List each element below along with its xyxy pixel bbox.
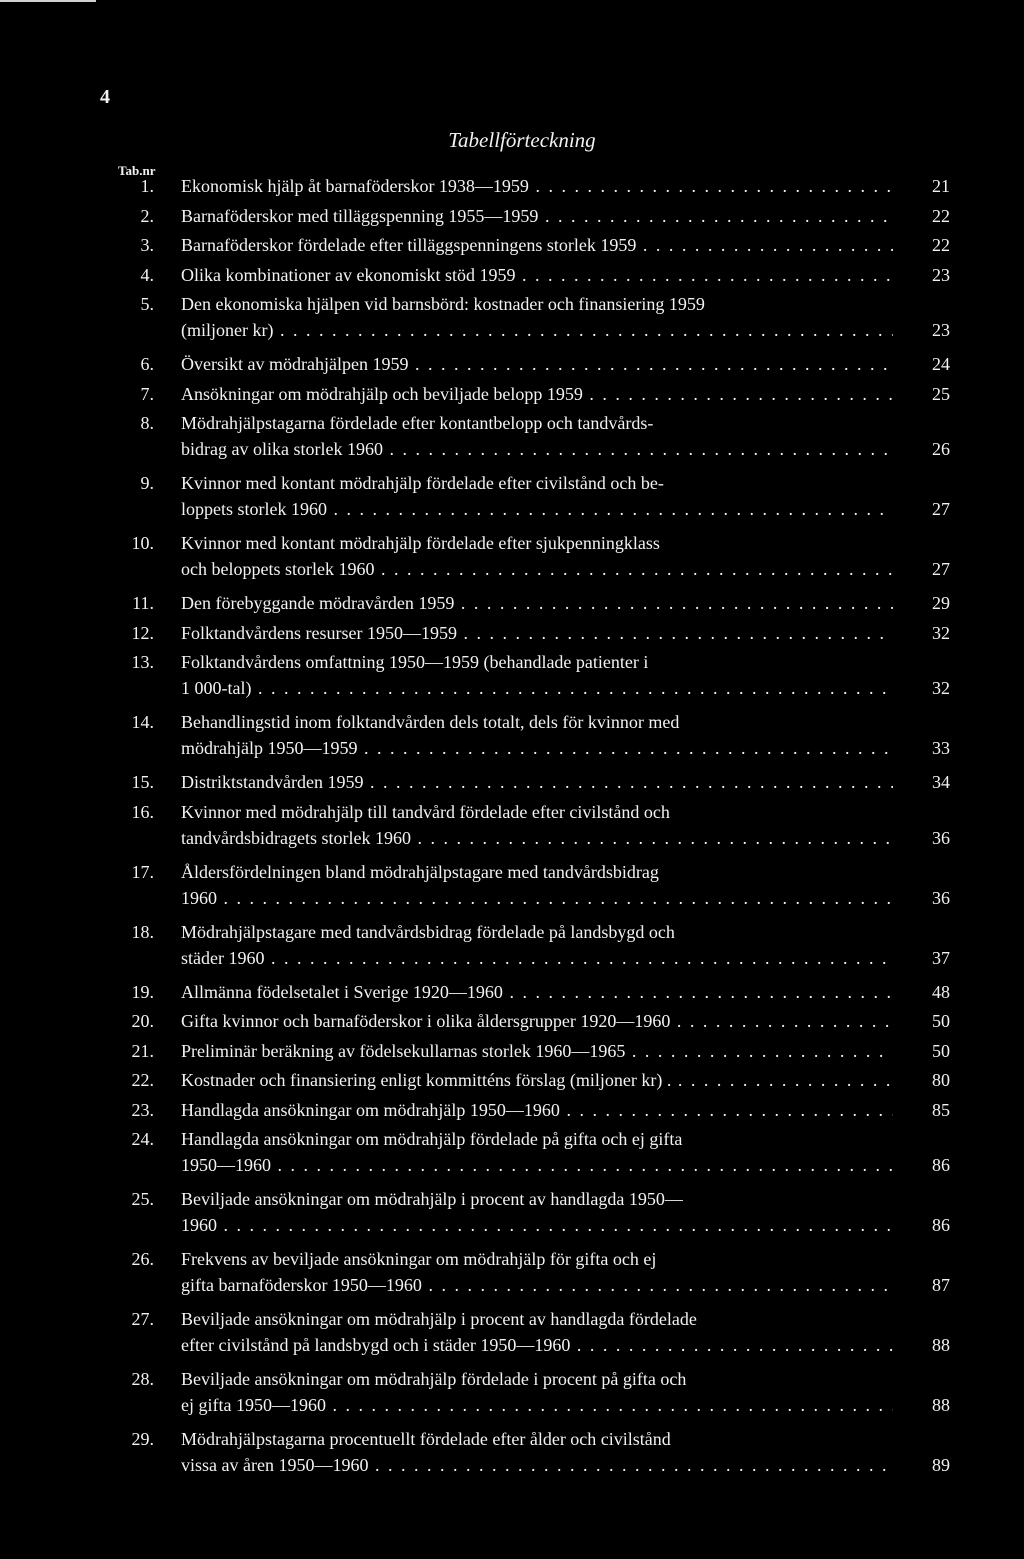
toc-entry-number: 22. — [131, 1070, 154, 1090]
toc-entry-title-line: loppets storlek 1960 . . . — [181, 499, 893, 520]
toc-entry — [0, 623, 1024, 653]
toc-entry-title-line: bidrag av olika storlek 1960 . . . — [181, 439, 893, 460]
toc-entry-page: 88 — [932, 1395, 950, 1415]
toc-entry-title-line: Översikt av mödrahjälpen 1959 . . . — [181, 354, 893, 375]
toc-entry-number: 14. — [131, 712, 154, 732]
toc-entry — [0, 1011, 1024, 1041]
toc-entry — [0, 712, 1024, 772]
toc-entry — [0, 1041, 1024, 1071]
toc-entry-number: 7. — [140, 383, 154, 404]
toc-entry-title-line: Olika kombinationer av ekonomiskt stöd 1959 . . . — [181, 265, 893, 286]
toc-entry-number: 12. — [131, 622, 154, 643]
toc-entry — [0, 922, 1024, 982]
toc-entry-number: 16. — [131, 801, 154, 822]
toc-entry-number: 29. — [131, 1429, 154, 1449]
toc-entry — [0, 1100, 1024, 1130]
toc-entry-title-line: Mödrahjälpstagarna fördelade efter kontantbelopp och tandvårds- — [181, 413, 654, 433]
toc-entry-page: 86 — [932, 1155, 950, 1175]
toc-entry-number: 11. — [132, 593, 154, 613]
toc-entry — [0, 354, 1024, 384]
toc-entry — [0, 1249, 1024, 1309]
toc-entry-title-line: Folktandvårdens omfattning 1950—1959 (behandlade patienter i — [181, 652, 649, 672]
toc-entry-page: 23 — [932, 320, 950, 340]
toc-entry-number: 13. — [131, 652, 154, 672]
toc-entry-title-line: 1960 . . . — [181, 888, 893, 909]
toc-entry — [0, 1189, 1024, 1249]
toc-entry — [0, 1309, 1024, 1369]
toc-entry-title-line: Den förebyggande mödravården 1959 . . . — [181, 593, 893, 614]
toc-entry — [0, 294, 1024, 354]
toc-entry — [0, 413, 1024, 473]
toc-entry-number: 17. — [131, 861, 154, 882]
toc-entry-title-line: städer 1960 . . . — [181, 948, 893, 969]
toc-entry-title-line: Folktandvårdens resurser 1950—1959 . . . — [181, 623, 893, 644]
toc-entry-number: 26. — [131, 1249, 154, 1269]
toc-entry-number: 25. — [131, 1189, 154, 1209]
toc-entry-number: 4. — [140, 264, 154, 285]
toc-entry-title-line: Barnaföderskor med tilläggspenning 1955—1959 . . . — [181, 206, 893, 227]
toc-entry — [0, 862, 1024, 922]
toc-entry-title-line: Åldersfördelningen bland mödrahjälpstagare med tandvårdsbidrag — [181, 861, 659, 882]
toc-entry-number: 18. — [131, 921, 154, 942]
toc-entry-title-line: Frekvens av beviljade ansökningar om mödrahjälp för gifta och ej — [181, 1249, 657, 1269]
toc-entry-title-line: Mödrahjälpstagare med tandvårdsbidrag fördelade på landsbygd och — [181, 921, 675, 942]
toc-entry-number: 28. — [131, 1369, 154, 1389]
column-label-tabnr: Tab.nr — [118, 163, 156, 178]
toc-entry — [0, 1070, 1024, 1100]
toc-entry-page: 36 — [932, 827, 950, 848]
toc-entry-number: 2. — [140, 205, 154, 226]
toc-entry-page: 24 — [932, 354, 950, 374]
toc-entry-title-line: Beviljade ansökningar om mödrahjälp i procent av handlagda fördelade — [181, 1309, 697, 1329]
toc-entry-page: 80 — [932, 1070, 950, 1090]
toc-entry-number: 10. — [131, 533, 154, 553]
toc-entry-number: 24. — [131, 1129, 154, 1149]
toc-entry-title-line: Barnaföderskor fördelade efter tilläggspenningens storlek 1959 . . . — [181, 235, 893, 256]
page-title: Tabellförteckning — [448, 128, 596, 152]
toc-entry — [0, 1129, 1024, 1189]
toc-entry — [0, 982, 1024, 1012]
top-rule — [0, 0, 96, 2]
toc-entry — [0, 176, 1024, 206]
toc-entry-page: 27 — [932, 499, 950, 519]
toc-entry — [0, 1369, 1024, 1429]
toc-entry-title-line: Beviljade ansökningar om mödrahjälp fördelade i procent på gifta och — [181, 1369, 687, 1389]
page-number: 4 — [100, 86, 110, 108]
toc-entry-title-line: Kostnader och finansiering enligt kommitténs förslag (miljoner kr) . . . . — [181, 1070, 893, 1091]
toc-entry-title-line: Preliminär beräkning av födelsekullarnas storlek 1960—1965 . . . — [181, 1041, 893, 1062]
toc-entry-title-line: 1960 . . . — [181, 1215, 893, 1236]
toc-entry-title-line: vissa av åren 1950—1960 . . . — [181, 1455, 893, 1476]
toc-entry-title-line: Behandlingstid inom folktandvården dels totalt, dels för kvinnor med — [181, 712, 680, 732]
toc-entry-title-line: (miljoner kr) . . . — [181, 320, 893, 341]
toc-entry-page: 32 — [932, 622, 950, 643]
toc-entry-title-line: 1950—1960 . . . — [181, 1155, 893, 1176]
toc-entry-page: 85 — [932, 1099, 950, 1120]
toc-entry-page: 36 — [932, 887, 950, 908]
toc-entry-title-line: 1 000-tal) . . . — [181, 678, 893, 699]
toc-entry-page: 22 — [932, 205, 950, 226]
toc-entry-title-line: efter civilstånd på landsbygd och i städer 1950—1960 . . . — [181, 1335, 893, 1356]
toc-entry-number: 19. — [131, 981, 154, 1002]
toc-entry-page: 34 — [932, 772, 950, 792]
toc-entry — [0, 235, 1024, 265]
toc-entry-title-line: Kvinnor med mödrahjälp till tandvård fördelade efter civilstånd och — [181, 801, 670, 822]
toc-entry — [0, 772, 1024, 802]
toc-entry-title-line: tandvårdsbidragets storlek 1960 . . . — [181, 828, 893, 849]
toc-entry-number: 6. — [140, 354, 154, 374]
toc-entry-number: 21. — [131, 1040, 154, 1061]
toc-entry — [0, 384, 1024, 414]
toc-entry-page: 50 — [932, 1040, 950, 1061]
toc-entry — [0, 802, 1024, 862]
toc-entry-title-line: Handlagda ansökningar om mödrahjälp 1950—1960 . . . — [181, 1100, 893, 1121]
toc-entry-title-line: och beloppets storlek 1960 . . . — [181, 559, 893, 580]
table-of-contents — [0, 176, 1024, 1489]
toc-entry-number: 27. — [131, 1309, 154, 1329]
toc-entry-page: 22 — [932, 235, 950, 255]
toc-entry-title-line: Gifta kvinnor och barnaföderskor i olika åldersgrupper 1920—1960 . . . — [181, 1011, 893, 1032]
toc-entry-title-line: Beviljade ansökningar om mödrahjälp i procent av handlagda 1950— — [181, 1189, 683, 1209]
toc-entry — [0, 265, 1024, 295]
toc-entry — [0, 652, 1024, 712]
toc-entry-number: 20. — [131, 1011, 154, 1031]
toc-entry-page: 33 — [932, 738, 950, 758]
toc-entry-title-line: Kvinnor med kontant mödrahjälp fördelade efter civilstånd och be- — [181, 473, 664, 493]
toc-entry-title-line: gifta barnaföderskor 1950—1960 . . . — [181, 1275, 893, 1296]
toc-entry-title-line: mödrahjälp 1950—1959 . . . — [181, 738, 893, 759]
toc-entry — [0, 593, 1024, 623]
toc-entry-page: 32 — [932, 678, 950, 698]
toc-entry-page: 87 — [932, 1275, 950, 1295]
toc-entry-number: 3. — [140, 235, 154, 255]
toc-entry-number: 9. — [140, 473, 154, 493]
toc-entry-page: 48 — [932, 981, 950, 1002]
toc-entry-number: 8. — [140, 413, 154, 433]
toc-entry-page: 29 — [932, 593, 950, 613]
toc-entry-title-line: Allmänna födelsetalet i Sverige 1920—1960 . . . — [181, 982, 893, 1003]
toc-entry-page: 89 — [932, 1455, 950, 1475]
toc-entry-title-line: Distriktstandvården 1959 . . . — [181, 772, 893, 793]
toc-entry-title-line: Handlagda ansökningar om mödrahjälp fördelade på gifta och ej gifta — [181, 1129, 683, 1149]
toc-entry-page: 86 — [932, 1215, 950, 1235]
toc-entry-title-line: Kvinnor med kontant mödrahjälp fördelade efter sjukpenningklass — [181, 533, 660, 553]
toc-entry-page: 21 — [932, 176, 950, 196]
toc-entry-title-line: Ansökningar om mödrahjälp och beviljade belopp 1959 . . . — [181, 384, 893, 405]
toc-entry-page: 25 — [932, 383, 950, 404]
toc-entry-number: 15. — [131, 772, 154, 792]
toc-entry-number: 5. — [140, 294, 154, 314]
toc-entry-page: 50 — [932, 1011, 950, 1031]
toc-entry — [0, 473, 1024, 533]
toc-entry-page: 27 — [932, 559, 950, 579]
toc-entry — [0, 1429, 1024, 1489]
toc-entry-page: 88 — [932, 1335, 950, 1355]
toc-entry-number: 1. — [140, 176, 154, 196]
toc-entry — [0, 533, 1024, 593]
toc-entry-page: 37 — [932, 947, 950, 968]
toc-entry-title-line: Den ekonomiska hjälpen vid barnsbörd: kostnader och finansiering 1959 — [181, 294, 705, 314]
toc-entry-title-line: Mödrahjälpstagarna procentuellt fördelade efter ålder och civilstånd — [181, 1429, 671, 1449]
toc-entry-title-line: ej gifta 1950—1960 . . . — [181, 1395, 893, 1416]
toc-entry — [0, 206, 1024, 236]
toc-entry-page: 23 — [932, 264, 950, 285]
toc-entry-number: 23. — [131, 1099, 154, 1120]
toc-entry-page: 26 — [932, 439, 950, 459]
toc-entry-title-line: Ekonomisk hjälp åt barnaföderskor 1938—1959 . . . — [181, 176, 893, 197]
